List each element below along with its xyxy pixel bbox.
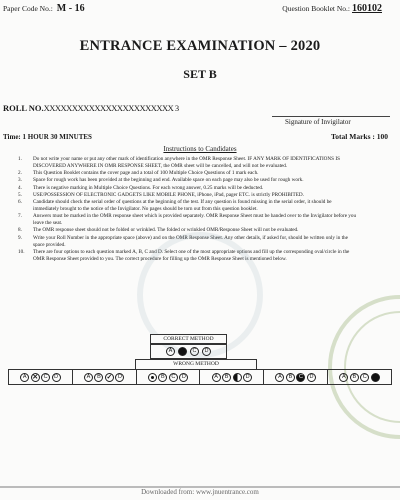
stamp-graphic (315, 292, 400, 442)
option-bubble-icon: D (371, 373, 380, 382)
option-bubble-icon (148, 373, 157, 382)
instruction-text: This Question Booklet contains the cover page and a total of 100 Multiple Choice Questions of 1 mark each. (33, 170, 259, 177)
wrong-example-group (200, 370, 264, 384)
signature-line (272, 116, 390, 117)
paper-code-value: M - 16 (56, 3, 85, 14)
instruction-text: The OMR response sheet should not be folded or wrinkled. The folded or wrinkled OMR/Response Sheet will not be evaluated. (33, 227, 299, 234)
option-bubble-icon: D (243, 373, 252, 382)
option-bubble-icon: A (339, 373, 348, 382)
instruction-number: 2. (18, 170, 22, 177)
instruction-number: 10. (18, 248, 25, 255)
option-bubble-icon: A (212, 373, 221, 382)
option-bubble-icon: A (20, 373, 29, 382)
instruction-number: 1. (18, 156, 22, 162)
option-bubble-icon: A (166, 347, 175, 356)
booklet-value: 160102 (352, 3, 382, 14)
option-bubble-icon: D (115, 373, 124, 382)
option-bubble-icon: B (178, 347, 187, 356)
roll-value: XXXXXXXXXXXXXXXXXXXXXXX 3 (43, 103, 179, 113)
option-bubble-icon: D (52, 373, 61, 382)
option-bubble-icon: B (222, 373, 231, 382)
option-bubble-icon: C (169, 373, 178, 382)
signature-label: Signature of Invigilator (285, 118, 351, 126)
option-bubble-icon: ✓ (106, 374, 113, 381)
instruction-text: There is negative marking in Multiple Choice Questions. For each wrong answer, 0.25 marks will be deducted. (33, 184, 264, 191)
instruction-text: USE/POSSESSION OF ELECTRONIC GADGETS LIKE MOBILE PHONE, iPhone, iPad, pager ETC. is strictly PROHIBITED. (33, 191, 304, 198)
wrong-method-label: WRONG METHOD (135, 359, 257, 370)
instruction-text: There are four options to each question marked A, B, C and D. Select one of the most appropriate options and fill up the corresponding oval/circle in the OMR Response Sheet provided to you. The correct procedure for filling up the OMR Response Sheet is mentioned below. (33, 248, 350, 262)
instruction-item (18, 170, 358, 177)
roll-label: ROLL NO. (3, 103, 44, 113)
instruction-item (18, 185, 358, 192)
option-bubble-icon: B (350, 373, 359, 382)
correct-method-label: CORRECT METHOD (150, 334, 227, 345)
wrong-example-group (328, 370, 391, 384)
instruction-item (18, 177, 358, 184)
instruction-text: Do not write your name or put any other mark of identification anywhere in the OMR Response Sheet. IF ANY MARK OF IDENTIFICATIONS IS DISCOVERED ANYWHERE IN OMR RESPONSE SHEET, the OMR sheet will be cancelled, and will not be evaluated. (33, 156, 340, 169)
wrong-example-group (137, 370, 201, 384)
instruction-number: 7. (18, 213, 22, 220)
time-label: Time: 1 HOUR 30 MINUTES (3, 133, 92, 141)
instruction-text: Write your Roll Number in the appropriate space (above) and on the OMR Response Sheet. Any other details, if asked for, should be written only in the space provided. (33, 234, 348, 248)
instruction-text: Space for rough work has been provided at the beginning and end. Available space on each page may also be used for rough work. (33, 177, 304, 184)
booklet-number (282, 3, 382, 14)
instruction-item (18, 156, 358, 170)
option-bubble-icon: D (307, 373, 316, 382)
wrong-example-group (9, 370, 73, 384)
wrong-example-group (264, 370, 328, 384)
instruction-item (18, 192, 358, 199)
instruction-number: 4. (18, 184, 22, 191)
option-bubble-icon: B (94, 373, 103, 382)
option-bubble-icon: B (158, 373, 167, 382)
wrong-method-bubbles (8, 369, 392, 385)
instruction-number: 5. (18, 191, 22, 198)
option-bubble-icon: C (360, 373, 369, 382)
roll-number (3, 103, 179, 113)
option-bubble-icon: A (275, 373, 284, 382)
option-bubble-icon: D (202, 347, 211, 356)
option-bubble-icon: C (41, 373, 50, 382)
instruction-text: Candidate should check the serial order of questions at the beginning of the test. If any question is found missing in the serial order, it should be immediately brought to the notice of the Invigilator. No pages should be torn out from this question booklet. (33, 199, 332, 213)
wrong-example-group (73, 370, 137, 384)
instruction-number: 9. (18, 234, 22, 241)
booklet-label: Question Booklet No.: (282, 4, 350, 13)
option-bubble-icon: A (84, 373, 93, 382)
instruction-number: 3. (18, 177, 22, 184)
set-label: SET B (183, 67, 217, 81)
paper-code (3, 3, 85, 14)
header-row (0, 0, 400, 18)
option-bubble-icon: ✕ (32, 374, 39, 381)
option-bubble-icon: B (286, 373, 295, 382)
option-bubble-icon: D (179, 373, 188, 382)
option-bubble-icon (233, 373, 242, 382)
instructions-heading: Instructions to Candidates (163, 145, 237, 153)
footer-text: Downloaded from: www.jnuentrance.com (141, 488, 259, 496)
page-title: ENTRANCE EXAMINATION – 2020 (79, 38, 321, 54)
correct-method-bubbles (150, 343, 227, 359)
option-bubble-icon: C (190, 347, 199, 356)
paper-code-label: Paper Code No.: (3, 4, 53, 13)
total-marks: Total Marks : 100 (330, 132, 388, 141)
option-bubble-icon: C (296, 373, 305, 382)
instruction-number: 6. (18, 199, 22, 206)
instruction-number: 8. (18, 227, 22, 234)
instruction-text: Answers must be marked in the OMR response sheet which is provided separately. OMR Response Sheet must be handed over to the Invigilator before you leave the seat. (33, 213, 357, 227)
instruction-item (18, 199, 358, 213)
